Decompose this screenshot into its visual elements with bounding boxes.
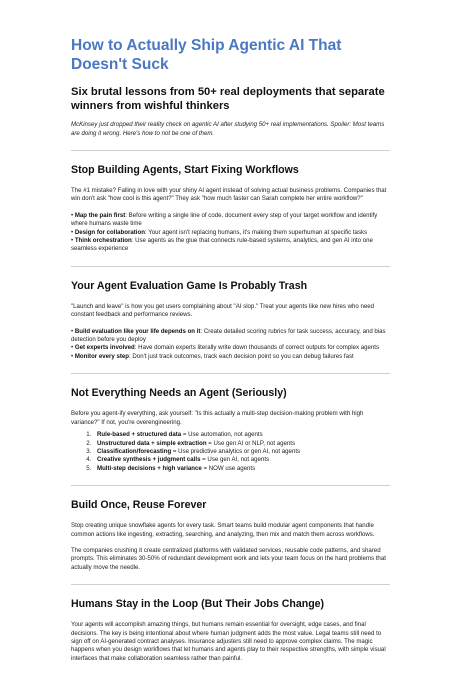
numbered-item	[93, 456, 390, 464]
section-divider	[71, 150, 390, 151]
article-title: How to Actually Ship Agentic AI That Doesn't Suck	[71, 37, 342, 73]
item-text: = Use gen AI or NLP, not agents	[206, 439, 296, 447]
section-workflows	[71, 164, 390, 254]
bullet-item: • Think orchestration: Use agents as the glue that connects rule-based systems, analytics, and gen AI into one seamless experience	[71, 237, 373, 253]
bullet-text: : Have domain experts literally write down thousands of correct outputs for complex agents	[134, 344, 379, 352]
bullet-item: • Get experts involved: Have domain experts literally write down thousands of correct outputs for complex agents	[71, 344, 379, 352]
item-text: = Use predictive analytics or gen AI, not agents	[171, 447, 301, 455]
item-text: = Use automation, not agents	[181, 431, 263, 439]
item-bold: Creative synthesis + judgment calls	[97, 456, 201, 464]
bullet-item: • Build evaluation like your life depends on it: Create detailed scoring rubrics for task success, accuracy, and bias detection before you deploy	[71, 327, 386, 344]
bullet-bold: Monitor every step	[74, 352, 130, 360]
section-heading: Not Everything Needs an Agent (Seriously)	[71, 387, 287, 400]
section-evaluation	[71, 280, 390, 361]
item-bold: Classification/forecasting	[97, 447, 172, 455]
bullet-bold: Build evaluation like your life depends on it	[74, 327, 201, 335]
section-divider	[71, 266, 390, 267]
numbered-item	[93, 440, 390, 448]
section-paragraph: Before you agent-ify everything, ask yourself: "Is this actually a multi-step decision-making problem with high variance?" If not, you're overengineering.	[71, 410, 364, 426]
article-intro: McKinsey just dropped their reality check on agentic AI after studying 50+ real implementations. Spoiler: Most teams are doing it wrong. Here's how to not be one of them.	[71, 121, 385, 137]
bullet-bold: Design for collaboration	[74, 228, 145, 236]
bullet-list	[71, 328, 390, 362]
section-paragraph: "Launch and leave" is how you get users complaining about "AI slop." Treat your agents like new hires who need constant feedback and performance reviews.	[71, 302, 375, 319]
section-heading: Build Once, Reuse Forever	[71, 499, 207, 512]
bullet-item: • Map the pain first: Before writing a single line of code, document every step of your target workflow and identify where humans waste time	[71, 211, 378, 228]
bullet-item: • Monitor every step: Don't just track outcomes, track each decision point so you can debug failures fast	[71, 352, 354, 360]
section-paragraph: Your agents will accomplish amazing things, but humans remain essential for oversight, edge cases, and final decisions. The key is being intentional about where human judgment adds the most value. Legal teams still need to sign off on AI-generated contract analyses. Insurance adjusters still need to approve complex claims. The magic happens when you design workflows that let humans and agents play to their respective strengths, with simple visual interfaces that make collaboration seamless rather than painful.	[71, 621, 386, 662]
section-paragraph: The #1 mistake? Falling in love with your shiny AI agent instead of solving actual business problems. Companies that win don't ask "how cool is this agent?" They ask "how much faster can Sarah complete her entire workflow?"	[71, 187, 387, 203]
article-subtitle: Six brutal lessons from 50+ real deployments that separate winners from wishful thinkers	[71, 86, 385, 112]
section-divider	[71, 584, 390, 585]
bullet-text: : Don't just track outcomes, track each decision point so you can debug failures fast	[129, 352, 354, 360]
section-humans-loop	[71, 598, 390, 663]
bullet-list	[71, 212, 390, 254]
item-bold: Rule-based + structured data	[97, 431, 182, 439]
numbered-item	[93, 431, 390, 439]
section-paragraph: The companies crushing it create centralized platforms with validated services, reusable code patterns, and shared prompts. This eliminates 30-50% of redundant development work and lets your team focus on the hard problems that actually move the needle.	[71, 546, 386, 571]
bullet-text: : Your agent isn't replacing humans, it's making them superhuman at specific tasks	[144, 228, 368, 236]
bullet-text: : Use agents as the glue that connects rule-based systems, analytics, and gen AI into one seamless experience	[71, 237, 373, 253]
numbered-list	[71, 431, 390, 473]
bullet-text: : Before writing a single line of code, document every step of your target workflow and identify where humans waste time	[71, 211, 378, 228]
section-paragraph: Stop creating unique snowflake agents for every task. Smart teams build modular agent components that handle common actions like ingesting, extracting, searching, and analyzing, then mix and match them across workflows.	[71, 522, 375, 538]
numbered-item	[93, 448, 390, 456]
item-text: = NOW use agents	[201, 464, 256, 472]
section-reuse	[71, 499, 390, 572]
bullet-bold: Map the pain first	[74, 211, 126, 219]
bullet-bold: Think orchestration	[74, 237, 132, 245]
item-bold: Multi-step decisions + high variance	[97, 464, 202, 472]
item-bold: Unstructured data + simple extraction	[97, 439, 207, 447]
section-heading: Your Agent Evaluation Game Is Probably Trash	[71, 279, 308, 292]
section-divider	[71, 485, 390, 486]
item-text: = Use gen AI, not agents	[200, 456, 270, 464]
bullet-text: : Create detailed scoring rubrics for task success, accuracy, and bias detection before you deploy	[71, 327, 386, 344]
section-heading: Stop Building Agents, Start Fixing Workflows	[71, 164, 299, 176]
numbered-item	[93, 465, 390, 473]
section-heading: Humans Stay in the Loop (But Their Jobs Change)	[71, 598, 325, 611]
section-not-everything	[71, 387, 390, 473]
bullet-item: • Design for collaboration: Your agent isn't replacing humans, it's making them superhuman at specific tasks	[71, 228, 368, 236]
section-divider	[71, 373, 390, 374]
bullet-bold: Get experts involved	[74, 344, 135, 352]
